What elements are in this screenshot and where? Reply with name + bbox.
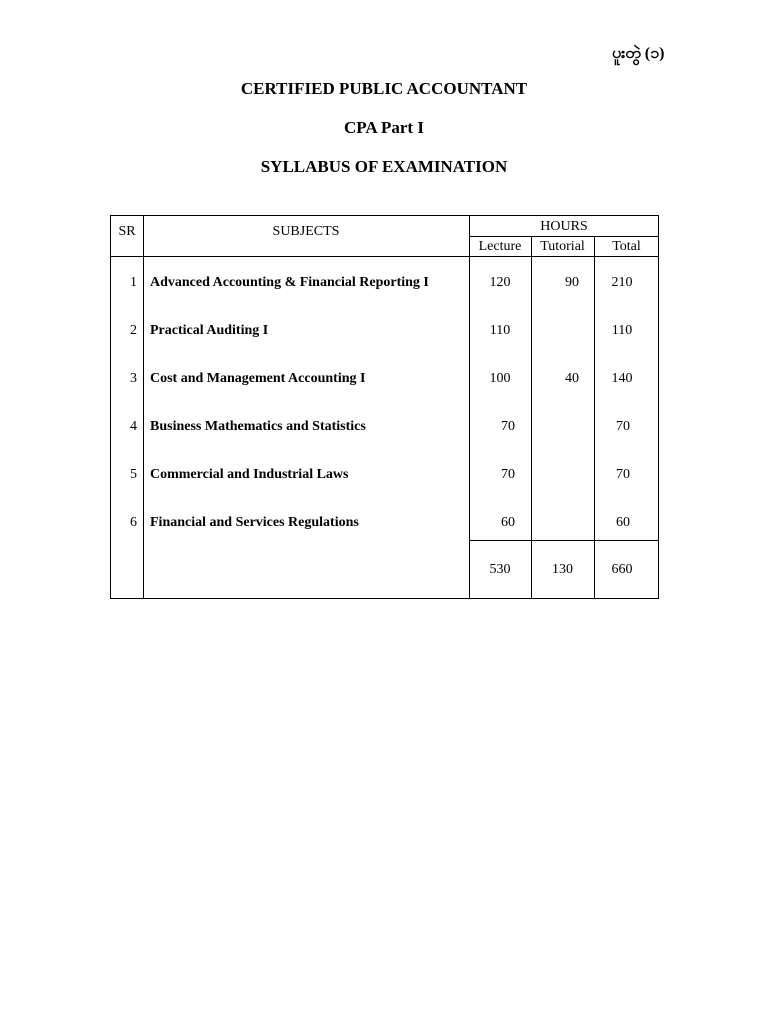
row-tutorial: 40	[565, 371, 579, 386]
row-lecture: 60	[501, 515, 515, 530]
row-subject: Advanced Accounting & Financial Reporting I	[150, 275, 429, 290]
total-lecture: 530	[489, 562, 511, 577]
annex-label: ပူးတွဲ (၁)	[612, 45, 665, 62]
row-total: 60	[616, 515, 630, 530]
row-subject: Cost and Management Accounting I	[150, 371, 366, 386]
total-tutorial: 130	[552, 562, 573, 577]
row-subject: Practical Auditing I	[150, 323, 269, 338]
row-total: 70	[616, 467, 630, 482]
row-lecture: 100	[489, 371, 511, 386]
document-part: CPA Part I	[344, 118, 424, 137]
row-divider	[111, 256, 658, 257]
row-total: 110	[611, 323, 633, 338]
row-total: 70	[616, 419, 630, 434]
row-sr: 6	[130, 515, 137, 530]
row-lecture: 70	[501, 467, 515, 482]
document-subtitle: SYLLABUS OF EXAMINATION	[260, 157, 508, 176]
header-lecture: Lecture	[478, 239, 522, 254]
row-tutorial: 90	[565, 275, 579, 290]
row-lecture: 120	[489, 275, 511, 290]
row-sr: 4	[130, 419, 137, 434]
row-total: 210	[611, 275, 633, 290]
header-hours: HOURS	[540, 219, 588, 234]
row-sr: 5	[130, 467, 137, 482]
row-divider	[469, 540, 658, 541]
column-divider	[143, 216, 144, 598]
row-sr: 1	[130, 275, 137, 290]
header-total: Total	[612, 239, 641, 254]
document-title: CERTIFIED PUBLIC ACCOUNTANT	[240, 79, 528, 98]
row-subject: Business Mathematics and Statistics	[150, 419, 366, 434]
syllabus-table	[110, 215, 659, 599]
row-lecture: 110	[489, 323, 511, 338]
row-subject: Commercial and Industrial Laws	[150, 467, 349, 482]
row-subject: Financial and Services Regulations	[150, 515, 359, 530]
row-total: 140	[611, 371, 633, 386]
header-sr: SR	[118, 224, 136, 239]
header-tutorial: Tutorial	[540, 239, 585, 254]
row-sr: 3	[130, 371, 137, 386]
total-total: 660	[611, 562, 633, 577]
row-lecture: 70	[501, 419, 515, 434]
header-subjects: SUBJECTS	[272, 224, 340, 239]
row-sr: 2	[130, 323, 137, 338]
row-divider	[469, 236, 658, 237]
